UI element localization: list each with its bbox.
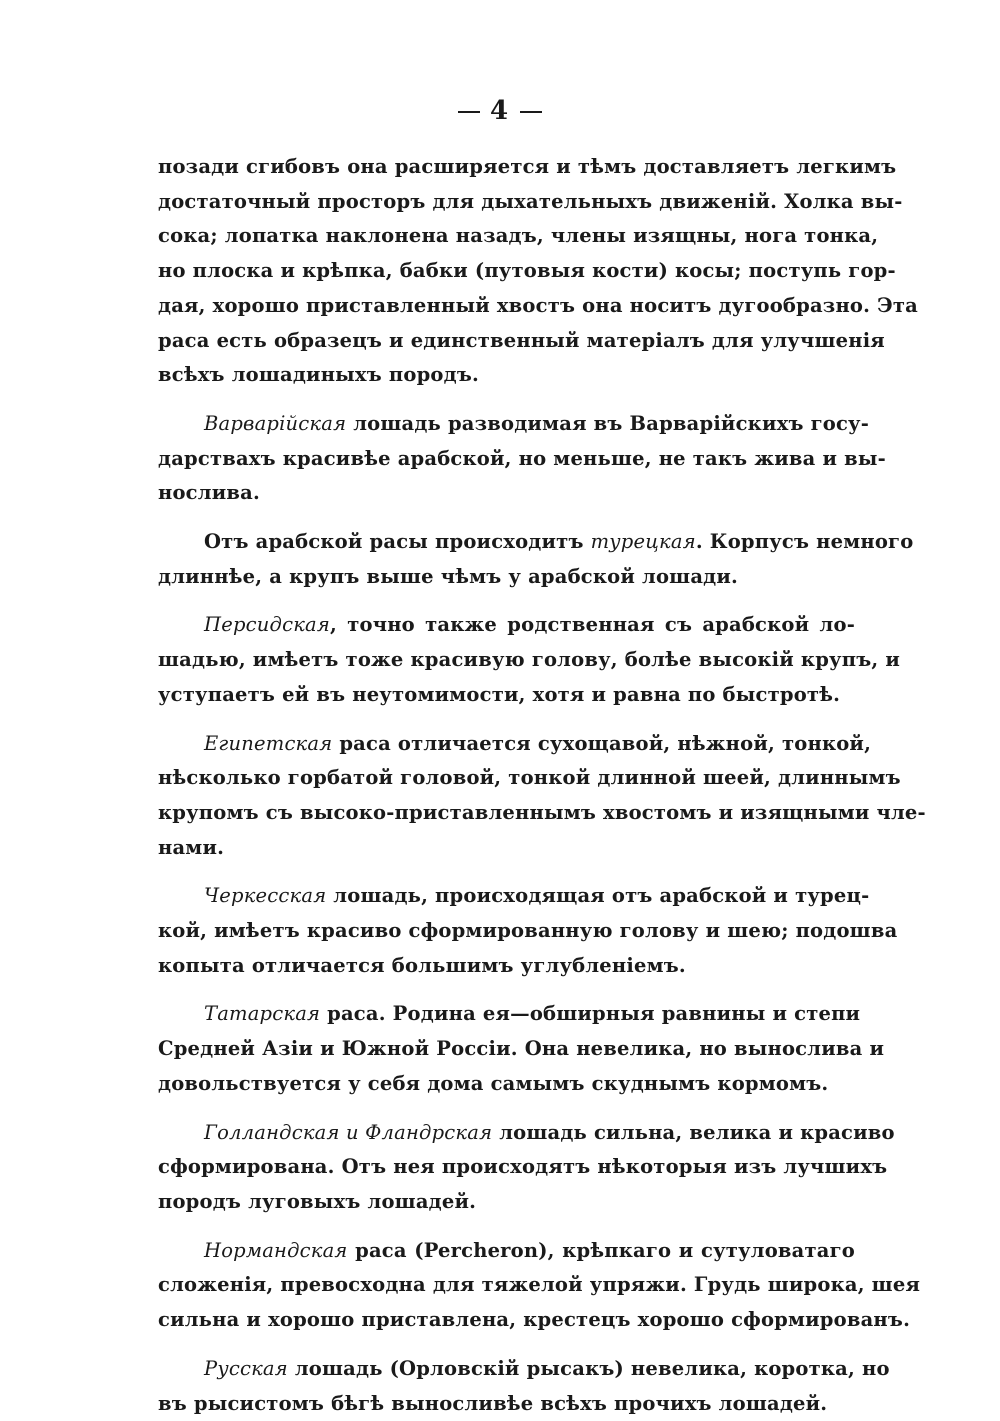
body-text	[158, 150, 855, 1421]
paragraph-gap	[158, 713, 855, 727]
line-text: достаточный просторъ для дыхательныхъ движеній. Холка вы-	[158, 190, 903, 213]
line-text: но плоска и крѣпка, бабки (путовыя кости) косы; поступь гор-	[158, 259, 896, 282]
text-line	[158, 1387, 855, 1421]
text-line	[158, 358, 855, 393]
text-line	[158, 289, 855, 324]
header-dash-right	[520, 111, 542, 113]
line-text: породъ луговыхъ лошадей.	[158, 1190, 476, 1213]
text-line	[158, 761, 855, 796]
text-line	[158, 1116, 855, 1151]
text-line	[158, 185, 855, 220]
line-text: въ рысистомъ бѣгѣ выносливѣе всѣхъ прочихъ лошадей.	[158, 1392, 827, 1415]
text-line	[158, 727, 855, 762]
line-text: сильна и хорошо приставлена, крестецъ хорошо сформированъ.	[158, 1308, 910, 1331]
text-line	[158, 407, 855, 442]
text-line	[158, 1303, 855, 1338]
breed-name: Нормандская	[204, 1239, 348, 1262]
breed-name: турецкая	[591, 530, 696, 553]
breed-name: Русская	[204, 1357, 288, 1380]
line-text: раса. Родина ея—обширныя равнины и степи	[320, 1002, 860, 1025]
text-line	[158, 1234, 855, 1269]
text-line	[158, 831, 855, 866]
line-text: лошадь (Орловскій рысакъ) невелика, коротка, но	[288, 1357, 890, 1380]
text-line	[158, 1032, 855, 1067]
line-text: лошадь сильна, велика и красиво	[492, 1121, 895, 1144]
line-text: шадью, имѣетъ тоже красивую голову, болѣе высокій крупъ, и	[158, 648, 900, 671]
text-line	[158, 1185, 855, 1220]
text-line	[158, 643, 855, 678]
line-text: сформирована. Отъ нея происходятъ нѣкоторыя изъ лучшихъ	[158, 1155, 887, 1178]
text-line	[158, 1067, 855, 1102]
line-text: дая, хорошо приставленный хвостъ она носитъ дугообразно. Эта	[158, 294, 918, 317]
breed-name: Татарская	[204, 1002, 320, 1025]
line-text: Средней Азіи и Южной Россіи. Она невелика, но вынослива и	[158, 1037, 884, 1060]
line-text: всѣхъ лошадиныхъ породъ.	[158, 363, 479, 386]
line-text: уступаетъ ей въ неутомимости, хотя и равна по быстротѣ.	[158, 683, 840, 706]
line-text: сложенія, превосходна для тяжелой упряжи. Грудь широка, шея	[158, 1273, 920, 1296]
header-dash-left	[458, 111, 480, 113]
paragraph-gap	[158, 1102, 855, 1116]
text-line	[158, 525, 855, 560]
text-line	[158, 1352, 855, 1387]
text-line	[158, 608, 855, 643]
breed-name: Персидская	[204, 613, 330, 636]
text-line	[158, 678, 855, 713]
breed-name: Египетская	[204, 732, 332, 755]
text-line	[158, 254, 855, 289]
line-text: нѣсколько горбатой головой, тонкой длинной шеей, длиннымъ	[158, 766, 901, 789]
text-line	[158, 476, 855, 511]
text-line	[158, 949, 855, 984]
text-line	[158, 879, 855, 914]
page-number: 4	[490, 96, 510, 126]
text-line	[158, 914, 855, 949]
paragraph-gap	[158, 1220, 855, 1234]
paragraph-gap	[158, 1338, 855, 1352]
paragraph-gap	[158, 594, 855, 608]
paragraph-gap	[158, 393, 855, 407]
line-text: лошадь, происходящая отъ арабской и турец-	[326, 884, 869, 907]
line-text: нослива.	[158, 481, 260, 504]
paragraph-gap	[158, 511, 855, 525]
line-text: крупомъ съ высоко-приставленнымъ хвостомъ и изящными чле-	[158, 801, 926, 824]
text-line	[158, 1268, 855, 1303]
text-line	[158, 442, 855, 477]
text-line	[158, 1150, 855, 1185]
line-text: кой, имѣетъ красиво сформированную голову и шею; подошва	[158, 919, 897, 942]
line-text: длиннѣе, а крупъ выше чѣмъ у арабской лошади.	[158, 565, 738, 588]
line-text: сока; лопатка наклонена назадъ, члены изящны, нога тонка,	[158, 224, 878, 247]
line-text: раса (Percheron), крѣпкаго и сутуловатаго	[348, 1239, 855, 1262]
paragraph-gap	[158, 865, 855, 879]
line-text: лошадь разводимая въ Варварійскихъ госу-	[346, 412, 869, 435]
line-text: довольствуется у себя дома самымъ скуднымъ кормомъ.	[158, 1072, 828, 1095]
line-text: позади сгибовъ она расширяется и тѣмъ доставляетъ легкимъ	[158, 155, 896, 178]
line-text: , точно также родственная съ арабской ло-	[330, 613, 855, 636]
breed-name: Голландская и Фландрская	[204, 1121, 492, 1144]
text-line	[158, 150, 855, 185]
line-text: дарствахъ красивѣе арабской, но меньше, не такъ жива и вы-	[158, 447, 886, 470]
line-text: раса есть образецъ и единственный матеріалъ для улучшенія	[158, 329, 885, 352]
breed-name: Черкесская	[204, 884, 326, 907]
paragraph-gap	[158, 983, 855, 997]
text-line	[158, 997, 855, 1032]
line-text: раса отличается сухощавой, нѣжной, тонкой,	[332, 732, 871, 755]
breed-name: Варварійская	[204, 412, 346, 435]
line-text: нами.	[158, 836, 224, 859]
text-line	[158, 219, 855, 254]
line-text: . Корпусъ немного	[696, 530, 914, 553]
text-line	[158, 324, 855, 359]
text-line	[158, 560, 855, 595]
page-header	[0, 96, 1000, 126]
text-line	[158, 796, 855, 831]
line-lead-text: Отъ арабской расы происходитъ	[204, 530, 591, 553]
line-text: копыта отличается большимъ углубленіемъ.	[158, 954, 686, 977]
